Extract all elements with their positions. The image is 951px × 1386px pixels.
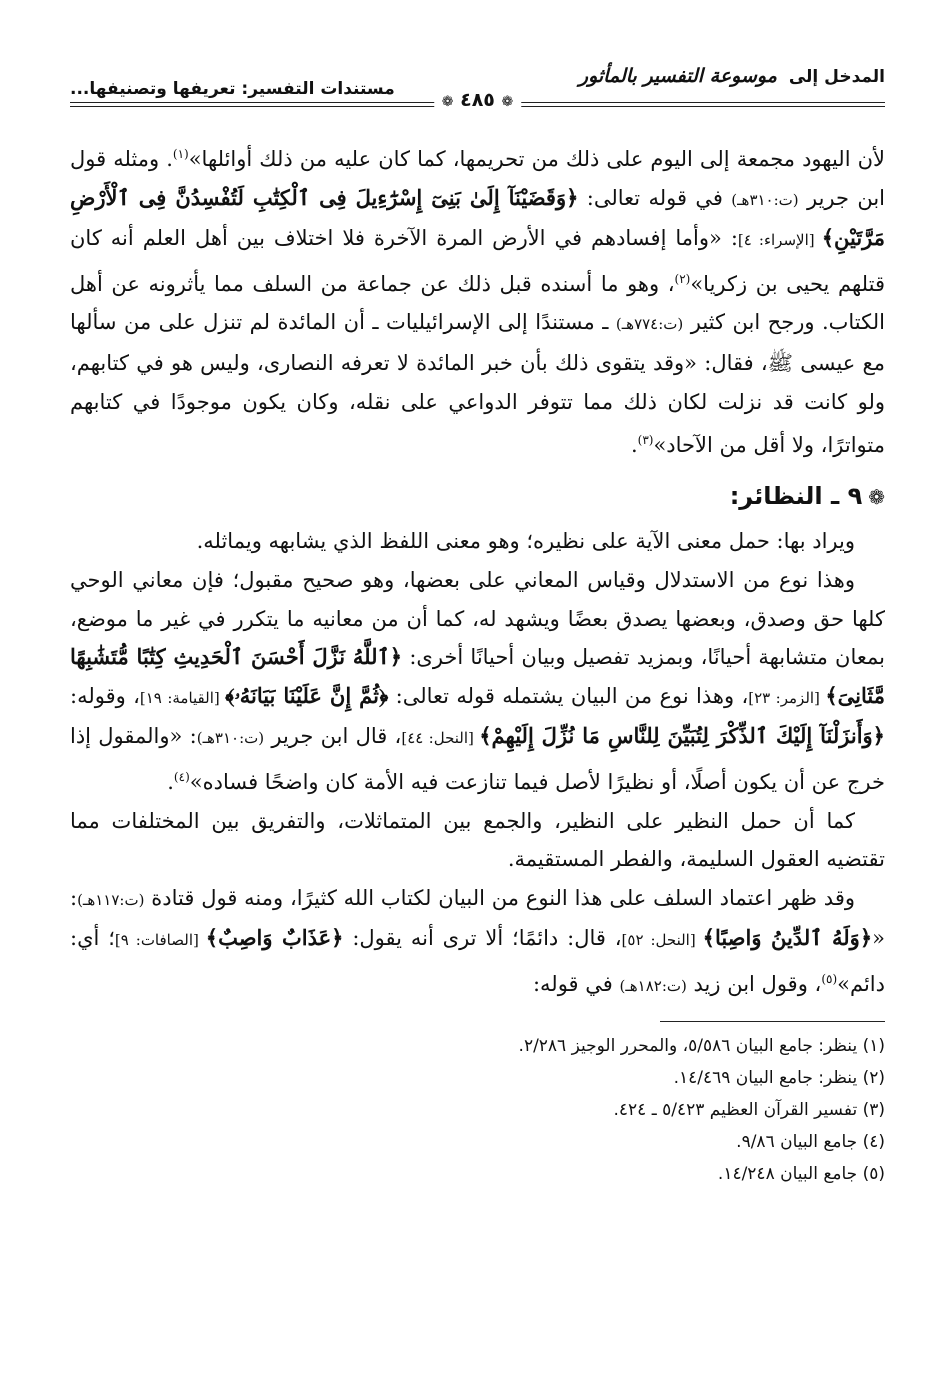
ornament-icon: ❁ [501, 94, 514, 110]
quran-verse: ﴿وَأَنزَلْنَآ إِلَيْكَ ٱلذِّكْرَ لِتُبَيِّنَ لِلنَّاسِ مَا نُزِّلَ إِلَيْهِمْ﴾ [479, 723, 885, 749]
surah-ref: [النحل: ٤٤] [401, 729, 480, 748]
text-run: ، قال ابن جرير [264, 724, 402, 749]
main-text [70, 135, 885, 1005]
footnote-ref: (٥) [821, 971, 838, 986]
section-heading [70, 477, 885, 517]
footnotes [70, 1030, 885, 1190]
surah-ref: [الصافات: ٩] [114, 931, 206, 950]
section-title: مستندات التفسير: تعريفها وتصنيفها... [70, 79, 395, 99]
death-date: (ت:٣١٠هـ) [196, 729, 265, 748]
death-date: (ت:٣١٠هـ) [731, 190, 799, 209]
paragraph [70, 879, 885, 1006]
book-title [579, 65, 885, 87]
page-header [70, 55, 885, 115]
footnote: (٥) جامع البيان ١٤/٢٤٨. [717, 1164, 885, 1185]
footnote: (٤) جامع البيان ٩/٨٦. [736, 1132, 885, 1153]
surah-ref: [النحل: ٥٢] [621, 931, 703, 950]
text-run: ، وقوله: [70, 683, 140, 708]
text-run: ، وقول ابن زيد [686, 971, 822, 996]
text-run: في قوله: [532, 971, 620, 996]
footnote-ref: (٣) [637, 433, 654, 448]
surah-ref: [الإسراء: ٤] [737, 231, 822, 250]
footnote: (٢) ينظر: جامع البيان ١٤/٤٦٩. [673, 1068, 885, 1089]
text-run: ؛ أي: دائم» [70, 926, 885, 996]
quran-verse: ﴿وَلَهُ ٱلدِّينُ وَاصِبًا﴾ [702, 925, 873, 951]
quran-verse: ﴿عَذَابٌ وَاصِبٌ﴾ [205, 925, 344, 951]
text-run: لأن اليهود مجمعة إلى اليوم على ذلك من تحريمها، كما كان عليه من ذلك أوائلها» [188, 147, 885, 171]
paragraph [70, 135, 885, 465]
quran-verse: ﴿وَقَضَيْنَآ إِلَىٰ بَنِىٓ إِسْرَٰٓءِيلَ فِى ٱلْكِتَٰبِ لَتُفْسِدُنَّ فِى ٱلْأَرْضِ مَرَّتَيْنِ﴾ [70, 184, 885, 251]
quran-verse: ﴿ثُمَّ إِنَّ عَلَيْنَا بَيَانَهُۥ﴾ [225, 682, 389, 708]
flower-icon: ❁ [868, 484, 885, 509]
death-date: (ت:١١٧هـ) [77, 890, 145, 909]
surah-ref: [القيامة: ١٩] [139, 688, 226, 707]
footnote-divider [660, 1021, 885, 1022]
death-date: (ت:٧٧٤هـ) [615, 315, 684, 334]
text-run: : «وأما إفسادهم في الأرض المرة الآخرة فلا اختلاف بين أهل العلم أنه كان قتلهم يحيى بن زكريا» [70, 226, 885, 296]
footnote-ref: (٢) [674, 271, 691, 286]
paragraph: ويراد بها: حمل معنى الآية على نظيره؛ وهو معنى اللفظ الذي يشابهه ويماثله. [196, 529, 855, 554]
text-run: . [630, 433, 638, 458]
paragraph: كما أن حمل النظير على النظير، والجمع بين المتماثلات، والتفريق بين المختلفات مما تقتضيه العقول السليمة، والفطر المستقيمة. [70, 808, 885, 872]
footnote-ref: (٤) [173, 769, 190, 784]
death-date: (ت:١٨٢هـ) [619, 976, 687, 995]
text-run: : «والمقول إذا خرج عن أن يكون أصلًا، أو نظيرًا لأصل فيما تنازعت فيه الأمة كان واضحًا فساده» [70, 724, 885, 794]
ornament-icon: ❁ [441, 94, 454, 110]
footnote-ref: (١) [172, 147, 189, 161]
paragraph [70, 561, 885, 802]
page-number-value: ٤٨٥ [460, 89, 495, 111]
text-run: . [167, 769, 174, 794]
page [70, 55, 885, 1190]
text-run: : « [70, 885, 885, 951]
text-run: ـ مستندًا إلى الإسرائيليات ـ أن المائدة لم تنزل على من سألها مع عيسى ﷺ، فقال: «وقد يتقوى ذلك بأن خبر المائدة لا تعرفه النصارى، وليس هو في كتابهم، ولو كانت قد نزلت لكان ذلك مما تتوفر الدواعي على نقله، وكان يكون موجودًا في كتابهم متواترًا، ولا أقل من الآحاد» [70, 310, 885, 458]
book-title-logo: موسوعة التفسير بالمأثور [578, 65, 777, 87]
heading-text: ٩ ـ النظائر: [729, 481, 863, 510]
footnote: (١) ينظر: جامع البيان ٥/٥٨٦، والمحرر الوجيز ٢/٢٨٦. [518, 1036, 885, 1057]
text-run: وقد ظهر اعتماد السلف على هذا النوع من البيان لكتاب الله كثيرًا، ومنه قول قتادة [144, 885, 855, 910]
text-run: ، وهو ما أسنده قبل ذلك عن جماعة من السلف مما يأثرونه عن أهل الكتاب. ورجح ابن كثير [70, 271, 885, 335]
text-run: وهذا نوع من الاستدلال وقياس المعاني على بعضها، وهو صحيح مقبول؛ فإن معاني الوحي كلها حق وصدق، وبعضها يصدق بعضًا ويشهد له، كما أن من معانيه ما يتكرر في غير ما موضع، بمعان متشابهة أحيانًا، وبمزيد تفصيل وبيان أحيانًا أخرى: [70, 567, 885, 670]
text-run: ، قال: دائمًا؛ ألا ترى أنه يقول: [343, 926, 622, 951]
page-number [434, 89, 522, 111]
text-run: ، وهذا نوع من البيان يشتمله قوله تعالى: [388, 683, 749, 708]
text-run: . ومثله قول ابن جرير [70, 147, 886, 210]
surah-ref: [الزمر: ٢٣] [748, 688, 826, 707]
book-title-prefix: المدخل إلى [788, 67, 885, 87]
footnote: (٣) تفسير القرآن العظيم ٥/٤٢٣ ـ ٤٢٤. [613, 1100, 885, 1121]
text-run: في قوله تعالى: [578, 185, 732, 210]
quran-verse: ﴿ٱللَّهُ نَزَّلَ أَحْسَنَ ٱلْحَدِيثِ كِتَٰبًا مُّتَشَٰبِهًا مَّثَانِىَ﴾ [70, 644, 885, 708]
